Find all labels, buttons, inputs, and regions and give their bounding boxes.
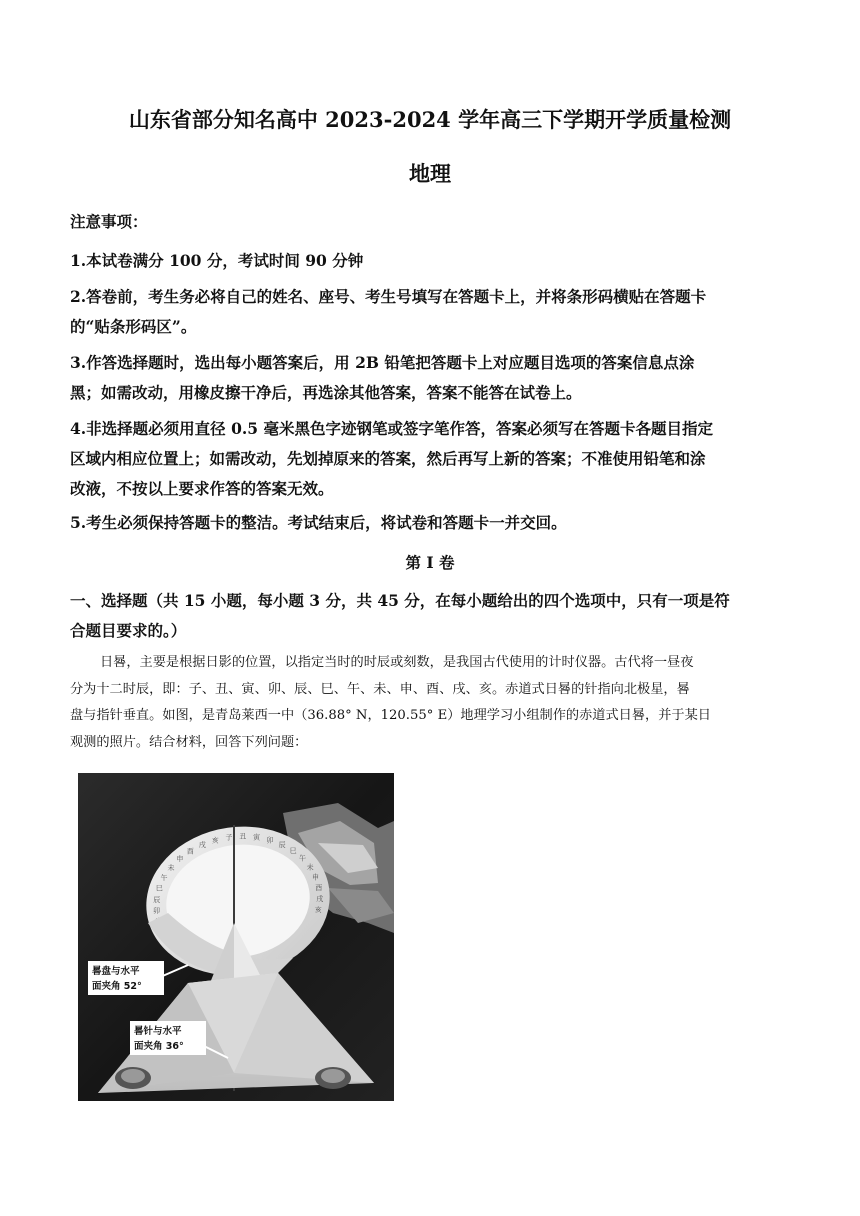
notice-item-2: 2.答卷前，考生务必将自己的姓名、座号、考生号填写在答题卡上，并将条形码横贴在答题卡 的“贴条形码区”。 [70,287,707,336]
gnomon-angle-text-2: 面夹角 36° [134,1041,184,1052]
dial-hour-mark: 未 [306,863,314,872]
dial-hour-mark: 戌 [316,895,324,904]
dial-hour-mark: 申 [312,873,319,882]
dial-angle-text-1: 晷盘与水平 [92,966,140,977]
notice-heading: 注意事项： [70,212,148,231]
volume-heading: 第 I 卷 [405,553,455,572]
dial-hour-mark: 卯 [153,906,160,915]
dial-hour-mark: 巳 [289,847,297,855]
dial-hour-mark: 辰 [153,895,161,904]
dial-hour-mark: 子 [225,833,233,842]
dial-hour-mark: 戌 [198,841,206,850]
dial-angle-text-2: 面夹角 52° [92,981,142,992]
dial-hour-mark: 辰 [278,840,286,849]
exam-title: 山东省部分知名高中 2023-2024 学年高三下学期开学质量检测 [128,107,732,132]
dial-hour-mark: 寅 [253,833,261,842]
dial-hour-mark: 丑 [239,832,247,841]
section-heading: 一、选择题（共 15 小题，每小题 3 分，共 45 分，在每小题给出的四个选项中，只有一项是符 合题目要求的。） [70,591,730,640]
dial-hour-mark: 午 [299,854,306,863]
notice-item-4: 4.非选择题必须用直径 0.5 毫米黑色字迹钢笔或签字笔作答，答案必须写在答题卡各题目指定 区域内相应位置上；如需改动，先划掉原来的答案，然后再写上新的答案；不准使用铅笔和涂 改液，不按以上要求作答的答案无效。 [70,419,713,498]
dial-hour-mark: 酉 [315,884,323,893]
dial-hour-mark: 亥 [211,836,219,845]
notice-item-1: 1.本试卷满分 100 分，考试时间 90 分钟 [70,251,364,270]
gnomon-angle-text-1: 晷针与水平 [134,1026,182,1037]
dial-hour-mark: 申 [176,855,184,864]
notice-item-3: 3.作答选择题时，选出每小题答案后，用 2B 铅笔把答题卡上对应题目选项的答案信息点涂 黑；如需改动，用橡皮擦干净后，再选涂其他答案，答案不能答在试卷上。 [70,353,695,402]
dial-hour-mark: 午 [160,874,168,883]
dial-hour-mark: 亥 [314,906,322,915]
subject-title: 地理 [409,161,451,186]
dial-hour-mark: 巳 [155,884,163,893]
sundial-photo [78,773,394,1101]
dial-hour-mark: 未 [167,864,175,873]
dial-hour-mark: 卯 [266,836,274,845]
question-passage: 日晷，主要是根据日影的位置，以指定当时的时辰或刻数，是我国古代使用的计时仪器。古代将一昼夜 分为十二时辰，即：子、丑、寅、卯、辰、巳、午、未、申、酉、戌、亥。赤道式日晷的针指向北极星，晷 盘与指针垂直。如图，是青岛莱西一中（36.88° N，120.55° E）地理学习小组制作的赤道式日晷，并于某日 观测的照片。结合材料，回答下列问题： [70,655,711,750]
dial-hour-mark: 酉 [186,847,194,856]
notice-item-5: 5.考生必须保持答题卡的整洁。考试结束后，将试卷和答题卡一并交回。 [70,513,567,532]
